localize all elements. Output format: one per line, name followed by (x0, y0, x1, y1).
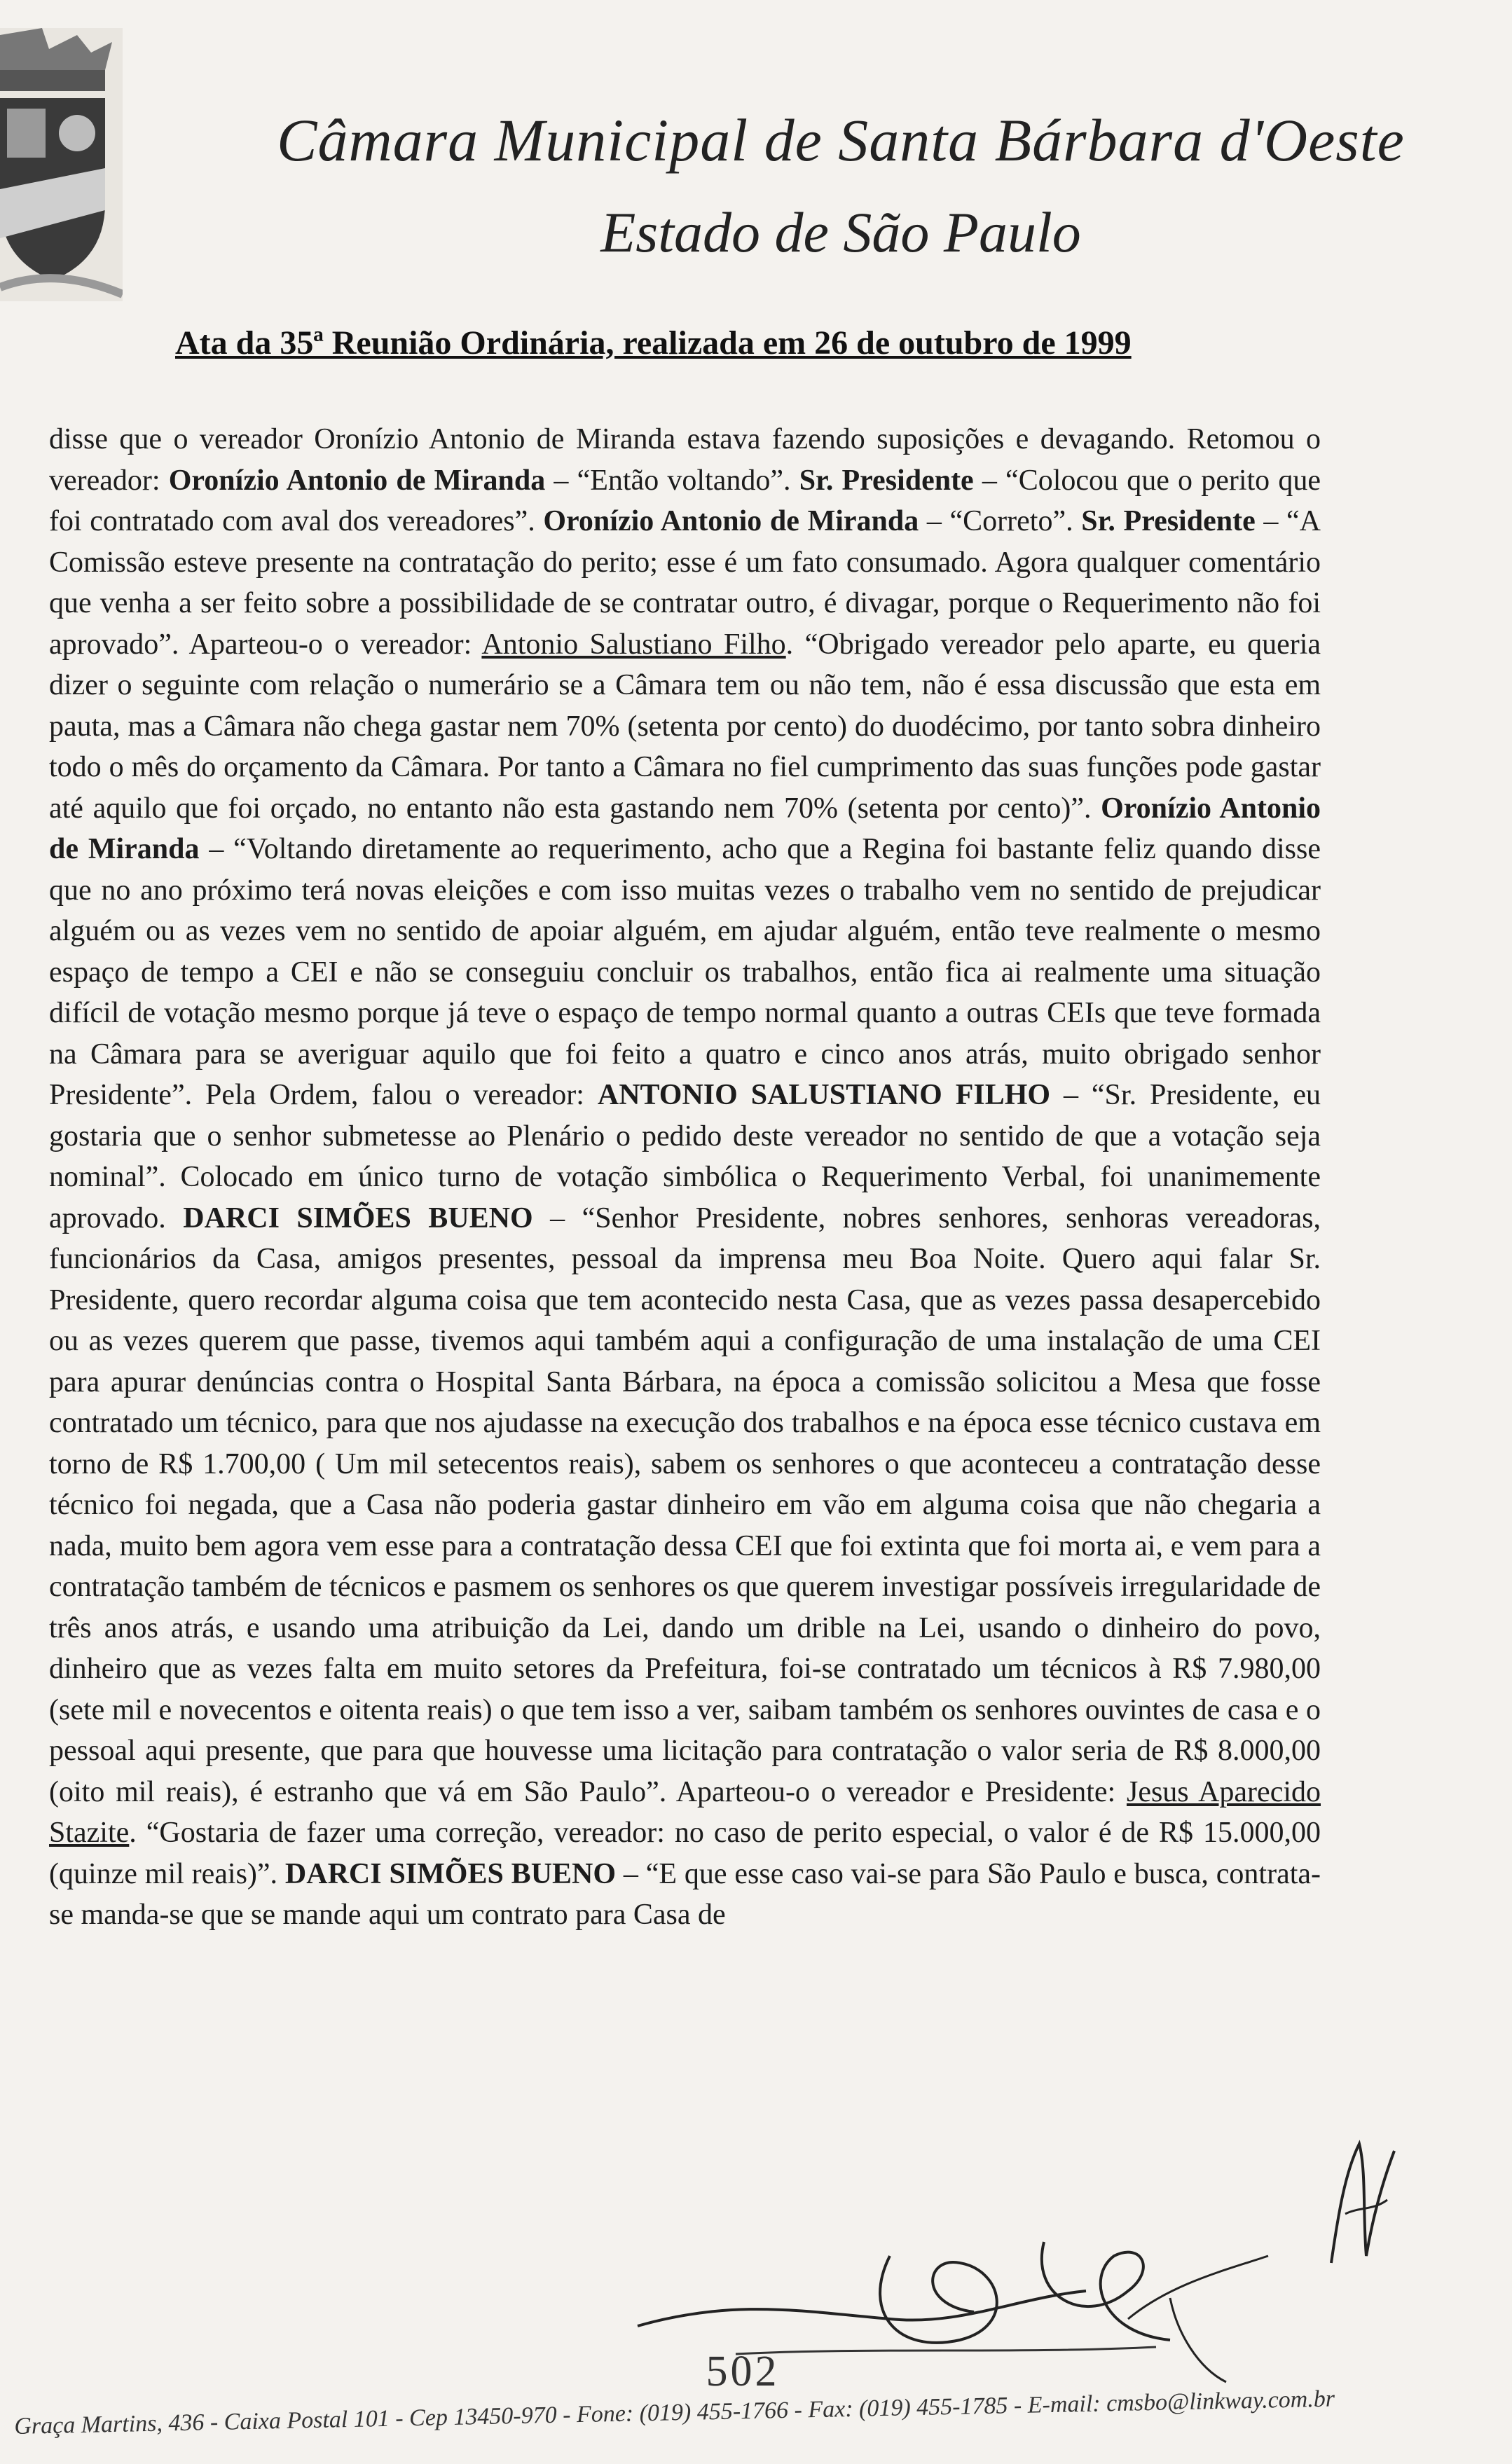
body-text-segment: – “Correto”. (919, 505, 1082, 537)
body-text-segment: . “Gostaria de fazer uma correção, vereador: no caso de perito especial, o valor é de R$ 15.000,00 (quinze mil reais)”. (49, 1817, 1321, 1890)
minutes-title: Ata da 35ª Reunião Ordinária, realizada em 26 de outubro de 1999 (175, 324, 1132, 362)
speaker-name: DARCI SIMÕES BUENO (284, 1857, 617, 1890)
footer-pobox: - Caixa Postal 101 (204, 2406, 390, 2436)
chamber-title: Câmara Municipal de Santa Bárbara d'Oeste (277, 106, 1405, 174)
footer-email: - E-mail: cmsbo@linkway.com.br (1008, 2386, 1335, 2419)
footer-cep: - Cep 13450-970 (389, 2402, 557, 2432)
speaker-name: Oronízio Antonio de Miranda (543, 505, 919, 537)
underlined-speaker-name: Jesus Aparecido Stazite (49, 1775, 1321, 1849)
speaker-name: Oronízio Antonio de Miranda (49, 792, 1321, 865)
speaker-name: Sr. Presidente (799, 464, 974, 497)
body-text-segment: – “Então voltando”. (545, 464, 799, 497)
body-text-segment: – “Voltando diretamente ao requerimento, acho que a Regina foi bastante feliz quando disse que no ano próximo terá novas eleições e com isso muitas vezes o trabalho vem no sentido de prejudicar alguém ou as vezes vem no sentido de apoiar alguém, em ajudar alguém, então teve realmente o mesmo espaço de tempo a CEI e não se conseguiu concluir os trabalhos, então fica ai realmente uma situação difícil de votação mesmo porque já teve o espaço de tempo normal quanto a outras CEIs que teve formada na Câmara para se averiguar aquilo que foi feito a quatro e cinco anos atrás, muito obrigado senhor Presidente”. Pela Ordem, falou o vereador: (49, 833, 1321, 1111)
speaker-name: Oronízio Antonio de Miranda (168, 464, 546, 497)
municipal-coat-of-arms-icon (0, 28, 123, 301)
page-number: 502 (706, 2348, 780, 2395)
footer-phone: - Fone: (019) 455-1766 (556, 2397, 788, 2428)
footer-address: Graça Martins, 436 (14, 2409, 205, 2439)
body-text-segment: disse que o vereador Oronízio Antonio de Miranda estava fazendo suposições e devagando. Retomou o vereador: (49, 423, 1321, 497)
state-subtitle: Estado de São Paulo (600, 200, 1081, 264)
underlined-speaker-name: Antonio Salustiano Filho (481, 628, 786, 661)
body-text-segment: – “Senhor Presidente, nobres senhores, senhoras vereadoras, funcionários da Casa, amigos presentes, pessoal da imprensa meu Boa Noite. Quero aqui falar Sr. Presidente, quero recordar alguma coisa que tem acontecido nesta Casa, que as vezes passa desapercebido ou as vezes querem que passe, tivemos aqui também aqui a configuração de uma instalação de uma CEI para apurar denúncias contra o Hospital Santa Bárbara, na época a comissão solicitou a Mesa que fosse contratado um técnico, para que nos ajudasse na execução dos trabalhos e na época esse técnico custava em torno de R$ 1.700,00 ( Um mil setecentos reais), sabem os senhores o que aconteceu a contratação desse técnico foi negada, que a Casa não poderia gastar dinheiro em vão em alguma coisa que não chegaria a nada, muito bem agora vem esse para a contratação dessa CEI que foi extinta que foi morta ai, e vem para a contratação também de técnicos e pasmem os senhores os que querem investigar possíveis irregularidade de três anos atrás, e usando uma atribuição da Lei, dando um drible na Lei, usando o dinheiro do povo, dinheiro que as vezes falta em muito setores da Prefeitura, foi-se contratado um técnicos à R$ 7.980,00 (sete mil e novecentos e oitenta reais) o que tem isso a ver, saibam também os senhores ouvintes de casa e o pessoal aqui presente, que para que houvesse uma licitação para contratação o valor seria de R$ 8.000,00 (oito mil reais), é estranho que vá em São Paulo”. Aparteou-o o vereador e Presidente: (49, 1202, 1321, 1808)
body-text-segment: – “Colocou que o perito que foi contratado com aval dos vereadores”. (49, 464, 1321, 537)
body-text-segment: – “E que esse caso vai-se para São Paulo e busca, contrata-se manda-se que se mande aqui um contrato para Casa de (49, 1857, 1321, 1931)
body-text-segment: – “A Comissão esteve presente na contratação do perito; esse é um fato consumado. Agora qualquer comentário que venha a ser feito sobre a possibilidade de se contratar outro, é divagar, porque o Requerimento não foi aprovado”. Aparteou-o o vereador: (49, 505, 1321, 661)
minutes-body (49, 419, 1321, 1936)
speaker-name: DARCI SIMÕES BUENO (183, 1202, 533, 1234)
body-text-segment: . “Obrigado vereador pelo aparte, eu queria dizer o seguinte com relação o numerário se a Câmara tem ou não tem, não é essa discussão que esta em pauta, mas a Câmara não chega gastar nem 70% (setenta por cento) do duodécimo, por tanto sobra dinheiro todo o mês do orçamento da Câmara. Por tanto a Câmara no fiel cumprimento das suas funções pode gastar até aquilo que foi orçado, no entanto não esta gastando nem 70% (setenta por cento)”. (49, 628, 1321, 825)
footer-fax: - Fax: (019) 455-1785 (788, 2393, 1008, 2423)
body-text-segment: – “Sr. Presidente, eu gostaria que o senhor submetesse ao Plenário o pedido deste vereador no sentido de que a votação seja nominal”. Colocado em único turno de votação simbólica o Requerimento Verbal, foi unanimemente aprovado. (49, 1079, 1321, 1234)
speaker-name: Sr. Presidente (1081, 505, 1256, 537)
speaker-name: ANTONIO SALUSTIANO FILHO (597, 1079, 1051, 1111)
